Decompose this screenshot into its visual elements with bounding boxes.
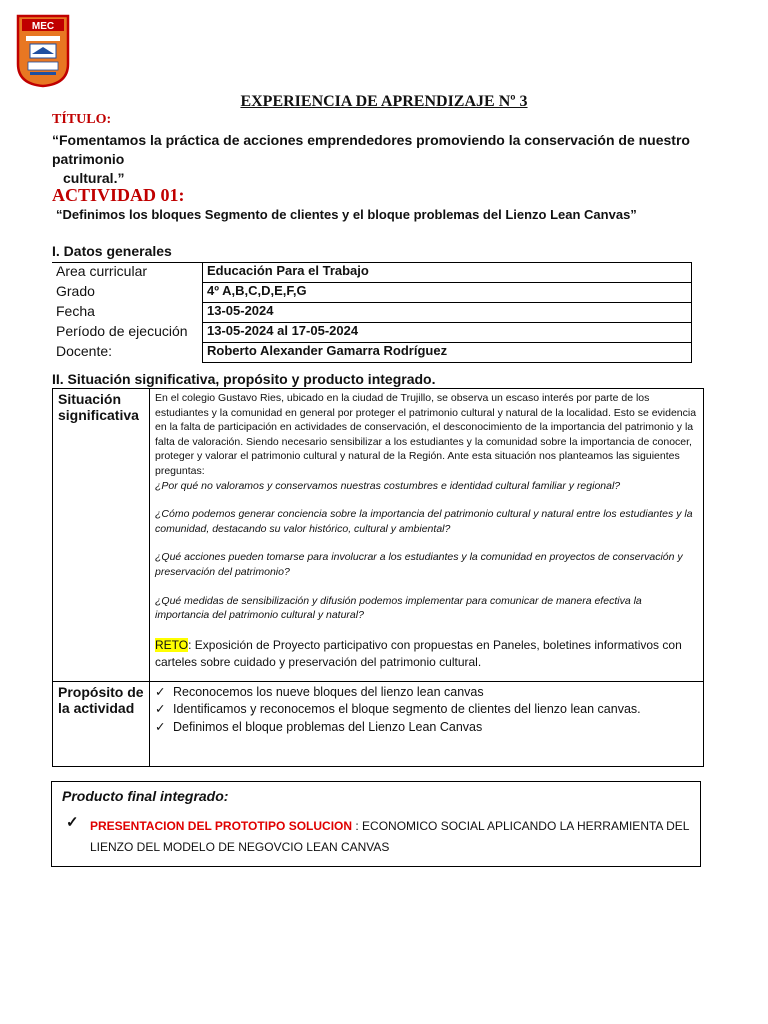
logo-letters: MEC <box>31 21 55 32</box>
titulo-line-1: “Fomentamos la práctica de acciones emprendedores promoviendo la conservación de nuestro patrimonio <box>52 132 690 167</box>
question-3: ¿Qué acciones pueden tomarse para involucrar a los estudiantes y la comunidad en proyectos de conservación y preservación del patrimonio? <box>155 551 683 578</box>
situacion-table <box>52 388 704 767</box>
producto-final-text <box>90 816 690 858</box>
titulo-line-2: cultural.” <box>63 170 125 186</box>
list-item-text: Identificamos y reconocemos el bloque segmento de clientes del lienzo lean canvas. <box>173 702 641 717</box>
question-4: ¿Qué medidas de sensibilización y difusión podemos implementar para comunicar de manera efectiva la importancia del patrimonio cultural y natural? <box>155 594 642 622</box>
situacion-heading: II. Situación significativa, propósito y producto integrado. <box>52 371 436 387</box>
check-icon: ✓ <box>155 702 166 717</box>
proposito-label: Propósito de la actividad <box>53 681 150 766</box>
row-label: Período de ejecución <box>52 323 203 343</box>
school-crest-logo <box>16 14 70 88</box>
titulo-text <box>52 131 742 188</box>
check-icon: ✓ <box>155 684 166 699</box>
datos-generales-table <box>52 262 692 363</box>
question-1: ¿Por qué no valoramos y conservamos nuestras costumbres e identidad cultural familiar y regional? <box>155 479 621 492</box>
list-item <box>155 684 698 702</box>
row-value: 13-05-2024 al 17-05-2024 <box>203 323 692 343</box>
situacion-content <box>150 389 704 682</box>
situacion-label: Situación significativa <box>53 389 150 682</box>
titulo-label: TÍTULO: <box>52 112 112 127</box>
actividad-text: “Definimos los bloques Segmento de clientes y el bloque problemas del Lienzo Lean Canvas” <box>56 207 637 222</box>
proposito-content <box>150 681 704 766</box>
situacion-paragraph: En el colegio Gustavo Ries, ubicado en la ciudad de Trujillo, se observa un escaso interés por parte de los estudiantes y la comunidad en general por proteger el patrimonio cultural y natural de la localidad. Esto se evidencia en la falta de participación en actividades de conservación, el desconocimiento de la importancia del patrimonio y la falta de valoración. Siendo necesario sensibilizar a los estudiantes y la comunidad sobre la importancia de conocer, proteger y valorar el patrimonio cultural y natural de la Región. Ante esta situación nos planteamos las siguientes preguntas: <box>155 392 697 477</box>
row-label: Area curricular <box>52 263 203 283</box>
list-item-text: Reconocemos los nueve bloques del lienzo lean canvas <box>173 684 484 699</box>
check-icon: ✓ <box>155 719 166 734</box>
list-item-text: Definimos el bloque problemas del Lienzo Lean Canvas <box>173 719 483 734</box>
row-label: Docente: <box>52 343 203 363</box>
list-item <box>155 701 698 719</box>
producto-final-highlight: PRESENTACION DEL PROTOTIPO SOLUCION <box>90 819 356 833</box>
producto-final-title: Producto final integrado: <box>62 788 229 804</box>
question-2: ¿Cómo podemos generar conciencia sobre la importancia del patrimonio cultural y natural entre los estudiantes y la comunidad, destacando su valor histórico, cultural y ambiental? <box>155 508 693 535</box>
reto-label: RETO <box>155 637 189 652</box>
row-value: 4º A,B,C,D,E,F,G <box>203 283 692 303</box>
row-value: 13-05-2024 <box>203 303 692 323</box>
table-row <box>52 283 692 303</box>
table-row <box>52 263 692 283</box>
table-row <box>52 303 692 323</box>
row-label: Fecha <box>52 303 203 323</box>
list-item <box>155 719 698 737</box>
table-row <box>52 323 692 343</box>
reto-text: : Exposición de Proyecto participativo con propuestas en Paneles, boletines informativos con carteles sobre cuidado y preservación del patrimonio cultural. <box>155 637 682 669</box>
check-icon: ✓ <box>66 814 79 831</box>
table-row <box>52 343 692 363</box>
reto-block <box>155 637 698 671</box>
producto-final-box <box>51 781 701 867</box>
document-title: EXPERIENCIA DE APRENDIZAJE Nº 3 <box>240 93 528 110</box>
proposito-list <box>155 684 698 737</box>
actividad-label: ACTIVIDAD 01: <box>52 185 185 205</box>
datos-generales-heading: I. Datos generales <box>52 243 172 259</box>
row-label: Grado <box>52 283 203 303</box>
table-row <box>53 389 704 682</box>
row-value: Roberto Alexander Gamarra Rodríguez <box>203 343 692 363</box>
row-value: Educación Para el Trabajo <box>203 263 692 283</box>
table-row <box>53 681 704 766</box>
producto-final-description: : ECONOMICO SOCIAL APLICANDO LA HERRAMIENTA DEL LIENZO DEL MODELO DE NEGOVCIO LEAN CANVAS <box>90 819 689 854</box>
